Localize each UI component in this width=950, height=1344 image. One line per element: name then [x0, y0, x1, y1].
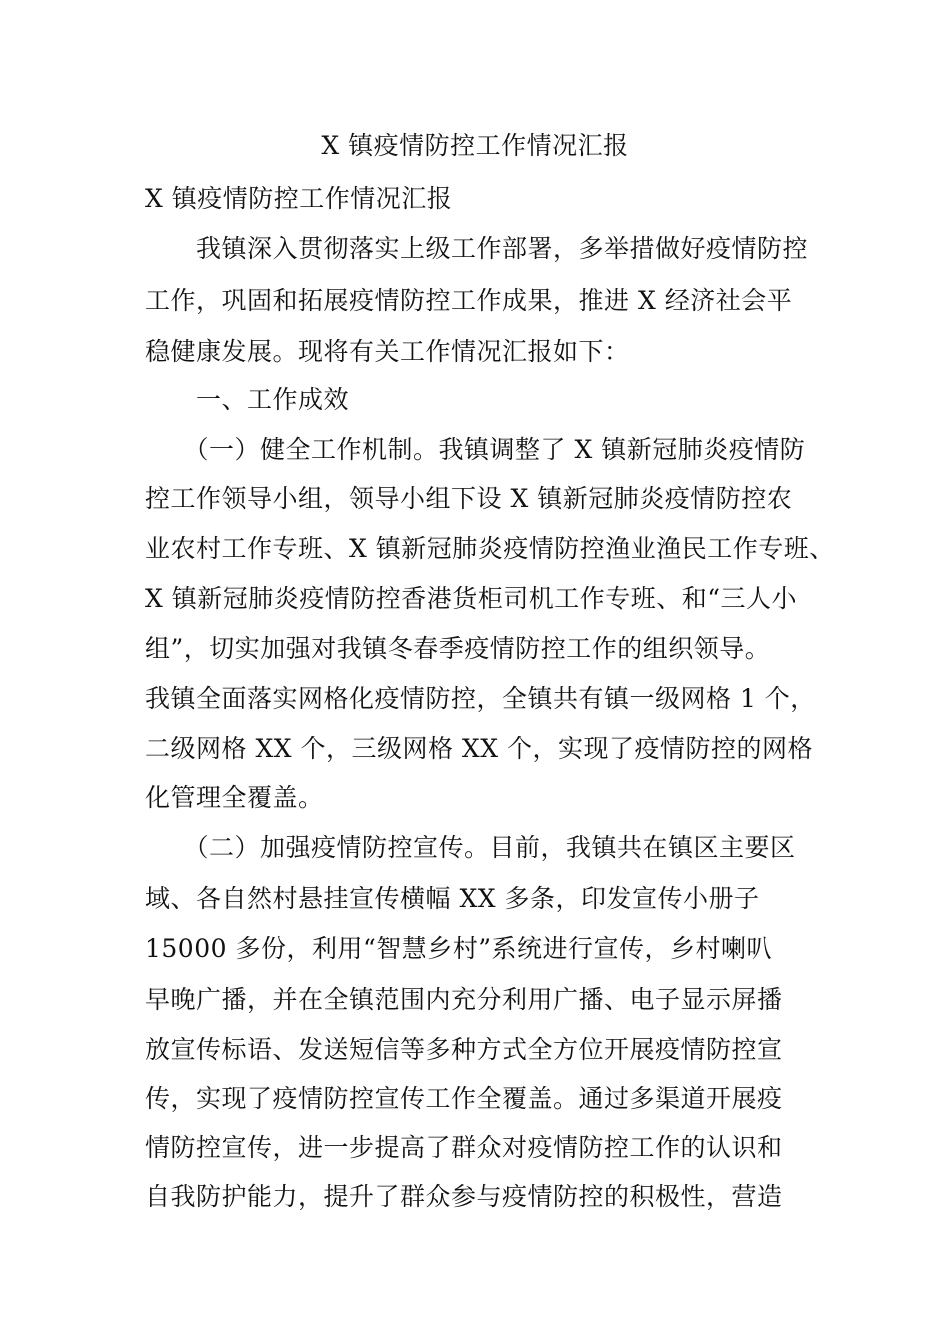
- text-line: 自我防护能力，提升了群众参与疫情防控的积极性，营造: [145, 1182, 783, 1211]
- text-line: 15000 多份，利用“智慧乡村”系统进行宣传，乡村喇叭: [145, 934, 773, 963]
- text-line: 一、工作成效: [145, 385, 350, 414]
- text-line: （二）加强疫情防控宣传。目前，我镇共在镇区主要区: [145, 833, 796, 862]
- text-line: （一）健全工作机制。我镇调整了 X 镇新冠肺炎疫情防: [145, 435, 806, 464]
- text-line: 稳健康发展。现将有关工作情况汇报如下：: [145, 337, 630, 366]
- text-line: 情防控宣传，进一步提高了群众对疫情防控工作的认识和: [145, 1133, 783, 1162]
- text-line: 传，实现了疫情防控宣传工作全覆盖。通过多渠道开展疫: [145, 1084, 783, 1113]
- text-line: X 镇新冠肺炎疫情防控香港货柜司机工作专班、和“三人小: [145, 584, 798, 613]
- text-line: 我镇深入贯彻落实上级工作部署，多举措做好疫情防控: [145, 234, 809, 263]
- text-line: 我镇全面落实网格化疫情防控，全镇共有镇一级网格 1 个，: [145, 684, 816, 713]
- text-line: 业农村工作专班、X 镇新冠肺炎疫情防控渔业渔民工作专班、: [145, 534, 835, 563]
- text-line: 二级网格 XX 个，三级网格 XX 个，实现了疫情防控的网格: [145, 734, 813, 763]
- text-line: 工作，巩固和拓展疫情防控工作成果，推进 X 经济社会平: [145, 286, 793, 315]
- text-line: 放宣传标语、发送短信等多种方式全方位开展疫情防控宣: [145, 1035, 783, 1064]
- text-line: X 镇疫情防控工作情况汇报: [145, 184, 453, 213]
- text-line: 控工作领导小组，领导小组下设 X 镇新冠肺炎疫情防控农: [145, 484, 793, 513]
- text-line: 域、各自然村悬挂宣传横幅 XX 多条，印发宣传小册子: [145, 884, 760, 913]
- text-line: 组”，切实加强对我镇冬春季疫情防控工作的组织领导。: [145, 634, 771, 663]
- text-line: 化管理全覆盖。: [145, 783, 324, 812]
- text-line: 早晚广播，并在全镇范围内充分利用广播、电子显示屏播: [145, 985, 783, 1014]
- document-title: X 镇疫情防控工作情况汇报: [321, 131, 629, 160]
